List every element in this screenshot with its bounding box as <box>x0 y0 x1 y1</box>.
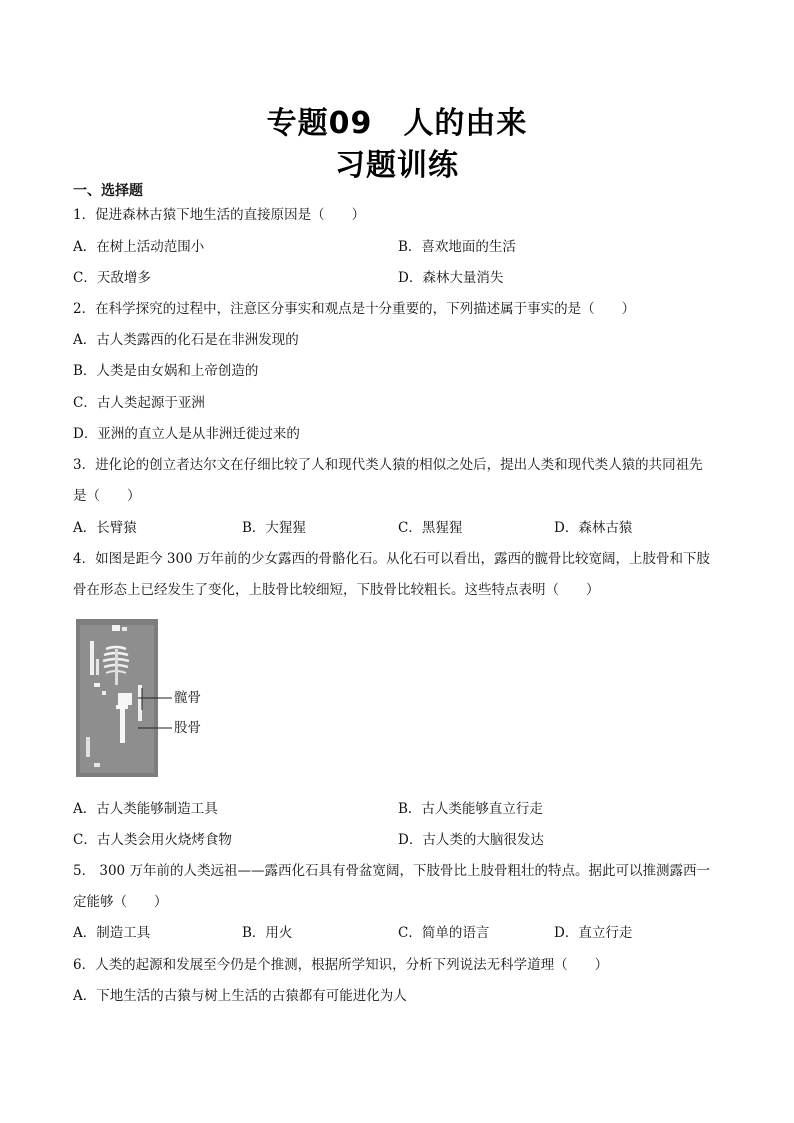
question-4-stem-line1: 4．如图是距今 300 万年前的少女露西的骨骼化石。从化石可以看出，露西的髋骨比较宽阔，上肢骨和下肢 <box>73 551 710 567</box>
question-5-stem-line2: 定能够（ ） <box>73 894 168 910</box>
question-4-option-a: A．古人类能够制造工具 <box>73 801 218 817</box>
label-leader-lines <box>138 680 174 740</box>
question-2-option-a: A．古人类露西的化石是在非洲发现的 <box>73 332 299 348</box>
question-3-stem-line2: 是（ ） <box>73 488 141 504</box>
question-3-stem-line1: 3．进化论的创立者达尔文在仔细比较了人和现代类人猿的相似之处后，提出人类和现代类人猿的共同祖先 <box>73 457 703 473</box>
question-2-option-b: B．人类是由女娲和上帝创造的 <box>73 363 259 379</box>
question-5-option-d: D．直立行走 <box>554 925 633 941</box>
question-4-option-b: B．古人类能够直立行走 <box>398 801 543 817</box>
page-title: 专题09 人的由来 <box>266 106 528 141</box>
question-4-option-c: C．古人类会用火烧烤食物 <box>73 832 232 848</box>
question-5-stem-line1: 5． 300 万年前的人类远祖——露西化石具有骨盆宽阔，下肢骨比上肢骨粗壮的特点。据此可以推测露西一 <box>73 863 710 879</box>
page-subtitle: 习题训练 <box>335 148 459 183</box>
question-3-option-a: A．长臂猿 <box>73 520 137 536</box>
label-hip-bone: 髋骨 <box>174 690 201 706</box>
question-3-option-d: D．森林古猿 <box>554 520 633 536</box>
section-heading: 一、选择题 <box>73 183 143 199</box>
question-1-option-a: A．在树上活动范围小 <box>73 239 205 255</box>
question-6-stem: 6．人类的起源和发展至今仍是个推测，根据所学知识，分析下列说法无科学道理（ ） <box>73 957 609 973</box>
question-3-option-b: B．大猩猩 <box>242 520 306 536</box>
question-6-option-a: A．下地生活的古猿与树上生活的古猿都有可能进化为人 <box>73 988 407 1004</box>
question-2-stem: 2．在科学探究的过程中，注意区分事实和观点是十分重要的，下列描述属于事实的是（ ） <box>73 301 636 317</box>
question-3-option-c: C．黑猩猩 <box>398 520 463 536</box>
question-4-option-d: D．古人类的大脑很发达 <box>398 832 544 848</box>
question-5-option-a: A．制造工具 <box>73 925 151 941</box>
question-1-option-c: C．天敌增多 <box>73 270 151 286</box>
question-1-stem: 1．促进森林古猿下地生活的直接原因是（ ） <box>73 207 366 223</box>
question-5-option-b: B．用火 <box>242 925 293 941</box>
question-1-option-d: D．森林大量消失 <box>398 270 504 286</box>
question-2-option-d: D．亚洲的直立人是从非洲迁徙过来的 <box>73 426 300 442</box>
question-1-option-b: B．喜欢地面的生活 <box>398 239 516 255</box>
question-2-option-c: C．古人类起源于亚洲 <box>73 395 205 411</box>
question-5-option-c: C．简单的语言 <box>398 925 490 941</box>
label-femur: 股骨 <box>174 720 201 736</box>
question-4-stem-line2: 骨在形态上已经发生了变化，上肢骨比较细短，下肢骨比较粗长。这些特点表明（ ） <box>73 582 600 598</box>
